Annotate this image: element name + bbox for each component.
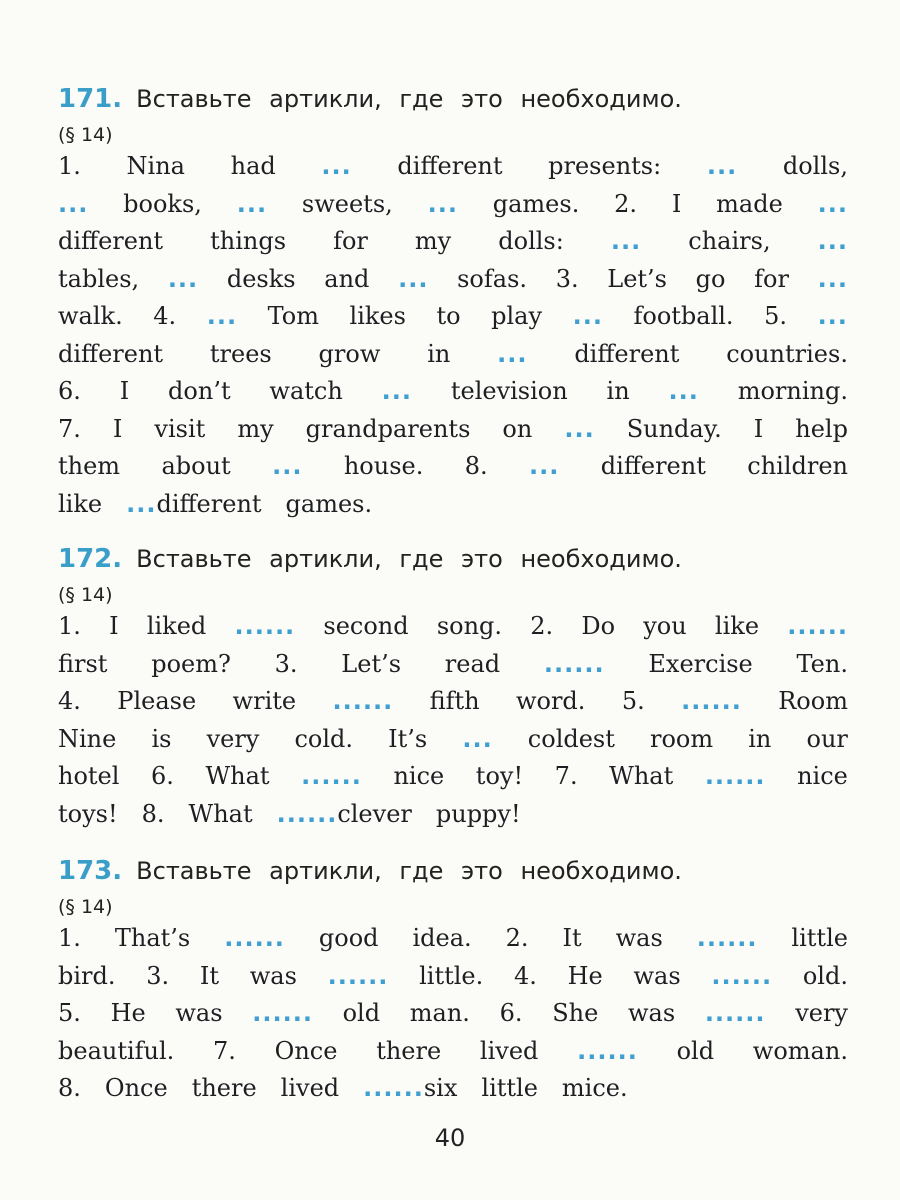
word: hotel (58, 762, 120, 790)
exercise-173 (58, 856, 848, 1112)
word: Let’s (341, 649, 402, 678)
text-line (58, 962, 848, 1000)
word: walk. (58, 302, 123, 330)
word: and (324, 264, 370, 293)
word: 6. (151, 762, 174, 790)
exercise-text (58, 152, 848, 527)
article-blank[interactable]: ...... (543, 649, 605, 678)
text-line (58, 687, 848, 725)
word: chairs, (688, 227, 771, 255)
article-blank[interactable]: ... (610, 227, 642, 255)
word: It (562, 924, 582, 952)
word: was (175, 999, 223, 1027)
word: little (791, 924, 848, 952)
article-blank[interactable]: ...... (696, 924, 758, 952)
word: 7. (554, 762, 578, 790)
word: 8. (58, 1074, 81, 1102)
word: 2. (614, 189, 638, 218)
grammar-reference: (§ 14) (58, 896, 113, 918)
word: good (318, 924, 379, 952)
word: Once (274, 1036, 338, 1065)
article-blank[interactable]: ... (706, 152, 738, 180)
exercise-heading (58, 84, 848, 122)
word: don’t (168, 377, 231, 405)
word: I (753, 414, 764, 443)
exercise-text (58, 924, 848, 1112)
word: nice (393, 762, 445, 790)
word: Room (778, 687, 848, 715)
word: What (188, 799, 253, 828)
word: things (210, 227, 287, 255)
word: made (716, 189, 783, 218)
article-blank[interactable]: ...... (577, 1036, 638, 1065)
word: visit (154, 414, 206, 443)
word: play (491, 302, 543, 330)
page-number: 40 (434, 1124, 466, 1152)
word: coldest (527, 724, 615, 753)
word: was (249, 961, 297, 990)
article-blank[interactable]: ... (817, 264, 848, 293)
article-blank[interactable]: ...... (681, 687, 742, 715)
word: fifth (429, 687, 480, 715)
word: different (58, 227, 164, 255)
word: 5. (621, 687, 645, 715)
word: 3. (274, 649, 298, 678)
word: 4. (58, 687, 81, 715)
word: room (650, 724, 714, 753)
word: 5. (58, 999, 81, 1027)
exercise-number: 172. (58, 544, 123, 574)
article-blank[interactable]: ...... (224, 924, 285, 952)
word: 4. (513, 961, 537, 990)
word: I (119, 377, 130, 405)
word: watch (269, 377, 343, 405)
word: woman. (752, 1036, 848, 1065)
article-blank[interactable]: ...... (276, 799, 338, 828)
word: different (600, 452, 706, 480)
word: 6. (499, 999, 523, 1027)
exercise-number: 173. (58, 856, 123, 886)
article-blank[interactable]: ... (817, 302, 848, 330)
word: 1. (58, 612, 81, 640)
word: bird. (58, 961, 116, 990)
word: sweets, (301, 189, 393, 218)
word: countries. (726, 339, 848, 368)
article-blank[interactable]: ...... (787, 612, 848, 640)
article-blank[interactable]: ... (817, 189, 848, 218)
word: poem? (151, 649, 231, 678)
article-blank[interactable]: ...... (252, 999, 313, 1027)
word: different (574, 339, 680, 368)
word: puppy! (435, 799, 521, 828)
word: 2. (530, 612, 554, 640)
word: desks (226, 264, 296, 293)
exercise-172 (58, 544, 848, 837)
text-line (58, 999, 848, 1037)
word: lived (280, 1074, 340, 1102)
text-line (58, 1037, 848, 1075)
article-blank[interactable]: ...... (327, 961, 389, 990)
word: tables, (58, 264, 140, 293)
word: 3. (146, 961, 170, 990)
word: my (237, 414, 274, 443)
word: little. (419, 961, 484, 990)
word: different (58, 339, 164, 368)
article-blank[interactable]: ...... (711, 961, 773, 990)
article-blank[interactable]: ... (236, 189, 268, 218)
word: mice. (561, 1074, 628, 1102)
article-blank[interactable]: ... (167, 264, 199, 293)
word: Tom (267, 302, 319, 330)
text-line (58, 924, 848, 962)
article-blank[interactable]: ... (398, 264, 429, 293)
text-line (58, 800, 848, 838)
word: 7. (213, 1036, 236, 1065)
exercise-heading (58, 856, 848, 894)
article-blank[interactable]: ... (126, 489, 157, 518)
article-blank[interactable]: ... (668, 377, 699, 405)
word: Nine (58, 724, 117, 753)
word: television (450, 377, 568, 405)
word: books, (123, 189, 202, 218)
text-line (58, 762, 848, 800)
word: toys! (58, 799, 118, 828)
word: write (232, 687, 297, 715)
text-line (58, 650, 848, 688)
word: 7. (58, 414, 81, 443)
text-line (58, 152, 848, 190)
word: man. (409, 999, 470, 1027)
word: song. (436, 612, 503, 640)
word: She (552, 999, 599, 1027)
exercise-instruction: Вставьте артикли, где это необходимо. (136, 85, 682, 113)
word: in (748, 724, 772, 753)
article-blank[interactable]: ... (381, 377, 413, 405)
word: for (754, 264, 789, 293)
word: nice (797, 762, 848, 790)
word: What (205, 762, 270, 790)
article-blank[interactable]: ...... (363, 1074, 424, 1102)
word: sofas. (457, 264, 528, 293)
text-line (58, 190, 848, 228)
word: old (342, 999, 381, 1027)
article-blank[interactable]: ... (497, 339, 528, 368)
text-line (58, 340, 848, 378)
word: 1. (58, 152, 81, 180)
word: Once (104, 1074, 168, 1102)
grammar-reference: (§ 14) (58, 584, 113, 606)
word: 6. (58, 377, 81, 405)
word: Let’s (607, 264, 667, 293)
word: Sunday. (626, 414, 722, 443)
word: was (615, 924, 663, 952)
word: to (436, 302, 461, 330)
text-line (58, 415, 848, 453)
article-blank[interactable]: ... (564, 414, 595, 443)
exercise-instruction: Вставьте артикли, где это необходимо. (136, 545, 682, 573)
exercise-number: 171. (58, 84, 123, 114)
word: liked (146, 612, 207, 640)
word: old (676, 1036, 715, 1065)
article-blank[interactable]: ...... (234, 612, 296, 640)
word: That’s (114, 924, 191, 952)
word: had (230, 152, 276, 180)
text-line (58, 265, 848, 303)
word: clever (337, 799, 412, 828)
word: 5. (764, 302, 788, 330)
word: 8. (141, 799, 165, 828)
word: our (806, 724, 848, 753)
word: He (110, 999, 146, 1027)
word: dolls: (498, 227, 564, 255)
word: about (161, 452, 231, 480)
article-blank[interactable]: ... (462, 724, 493, 753)
word: help (795, 414, 848, 443)
word: morning. (737, 377, 848, 405)
word: different (397, 152, 503, 180)
word: little (481, 1074, 538, 1102)
word: on (502, 414, 533, 443)
text-line (58, 1074, 848, 1112)
word: is (151, 724, 172, 753)
article-blank[interactable]: ... (817, 227, 848, 255)
word: Exercise (648, 649, 753, 678)
word: games. (285, 489, 373, 518)
text-line (58, 377, 848, 415)
word: grow (318, 339, 381, 368)
word: for (333, 227, 368, 255)
exercise-instruction: Вставьте артикли, где это необходимо. (136, 857, 682, 885)
word: children (747, 452, 848, 480)
article-blank[interactable]: ... (529, 452, 560, 480)
word: in (427, 339, 451, 368)
article-blank[interactable]: ...... (301, 762, 362, 790)
word: toy! (475, 762, 524, 790)
word: Ten. (796, 649, 848, 678)
article-blank[interactable]: ...... (332, 687, 394, 715)
word: cold. (294, 724, 354, 753)
word: lived (479, 1036, 539, 1065)
exercise-heading (58, 544, 848, 582)
word: Do (581, 612, 616, 640)
word: very (795, 999, 848, 1027)
word: you (643, 612, 687, 640)
article-blank[interactable]: ... (272, 452, 303, 480)
word: beautiful. (58, 1036, 175, 1065)
word: Nina (126, 152, 185, 180)
word: 2. (505, 924, 529, 952)
word: 3. (555, 264, 579, 293)
text-line (58, 302, 848, 340)
word: my (414, 227, 452, 255)
word: 4. (153, 302, 177, 330)
word: different (156, 489, 262, 518)
word: What (609, 762, 674, 790)
word: trees (209, 339, 272, 368)
word: idea. (412, 924, 472, 952)
word: football. (633, 302, 734, 330)
text-line (58, 227, 848, 265)
word: games. (492, 189, 580, 218)
word: them (58, 452, 121, 480)
article-blank[interactable]: ...... (704, 999, 766, 1027)
word: I (112, 414, 123, 443)
word: grandparents (305, 414, 471, 443)
article-blank[interactable]: ... (206, 302, 238, 330)
word: in (606, 377, 630, 405)
word: I (671, 189, 682, 218)
word: dolls, (782, 152, 848, 180)
word: house. (343, 452, 424, 480)
text-line (58, 490, 848, 528)
word: presents: (548, 152, 662, 180)
word: six (423, 1074, 458, 1102)
exercise-text (58, 612, 848, 837)
word: first (58, 649, 108, 678)
word: old. (802, 961, 848, 990)
text-line (58, 452, 848, 490)
word: very (206, 724, 260, 753)
article-blank[interactable]: ... (427, 189, 458, 218)
word: Please (117, 687, 197, 715)
word: second (323, 612, 409, 640)
exercise-171 (58, 84, 848, 527)
word: like (714, 612, 760, 640)
article-blank[interactable]: ...... (704, 762, 766, 790)
text-line (58, 725, 848, 763)
word: was (633, 961, 681, 990)
word: go (695, 264, 726, 293)
word: there (376, 1036, 442, 1065)
word: like (58, 489, 103, 518)
word: word. (515, 687, 586, 715)
article-blank[interactable]: ... (572, 302, 603, 330)
grammar-reference: (§ 14) (58, 124, 113, 146)
text-line (58, 612, 848, 650)
word: 8. (464, 452, 488, 480)
word: read (444, 649, 501, 678)
word: 1. (58, 924, 81, 952)
article-blank[interactable]: ... (58, 189, 89, 218)
word: I (109, 612, 119, 640)
word: likes (349, 302, 406, 330)
article-blank[interactable]: ... (321, 152, 352, 180)
word: He (567, 961, 603, 990)
word: there (191, 1074, 257, 1102)
word: was (627, 999, 676, 1027)
word: It (199, 961, 220, 990)
word: It’s (388, 724, 428, 753)
